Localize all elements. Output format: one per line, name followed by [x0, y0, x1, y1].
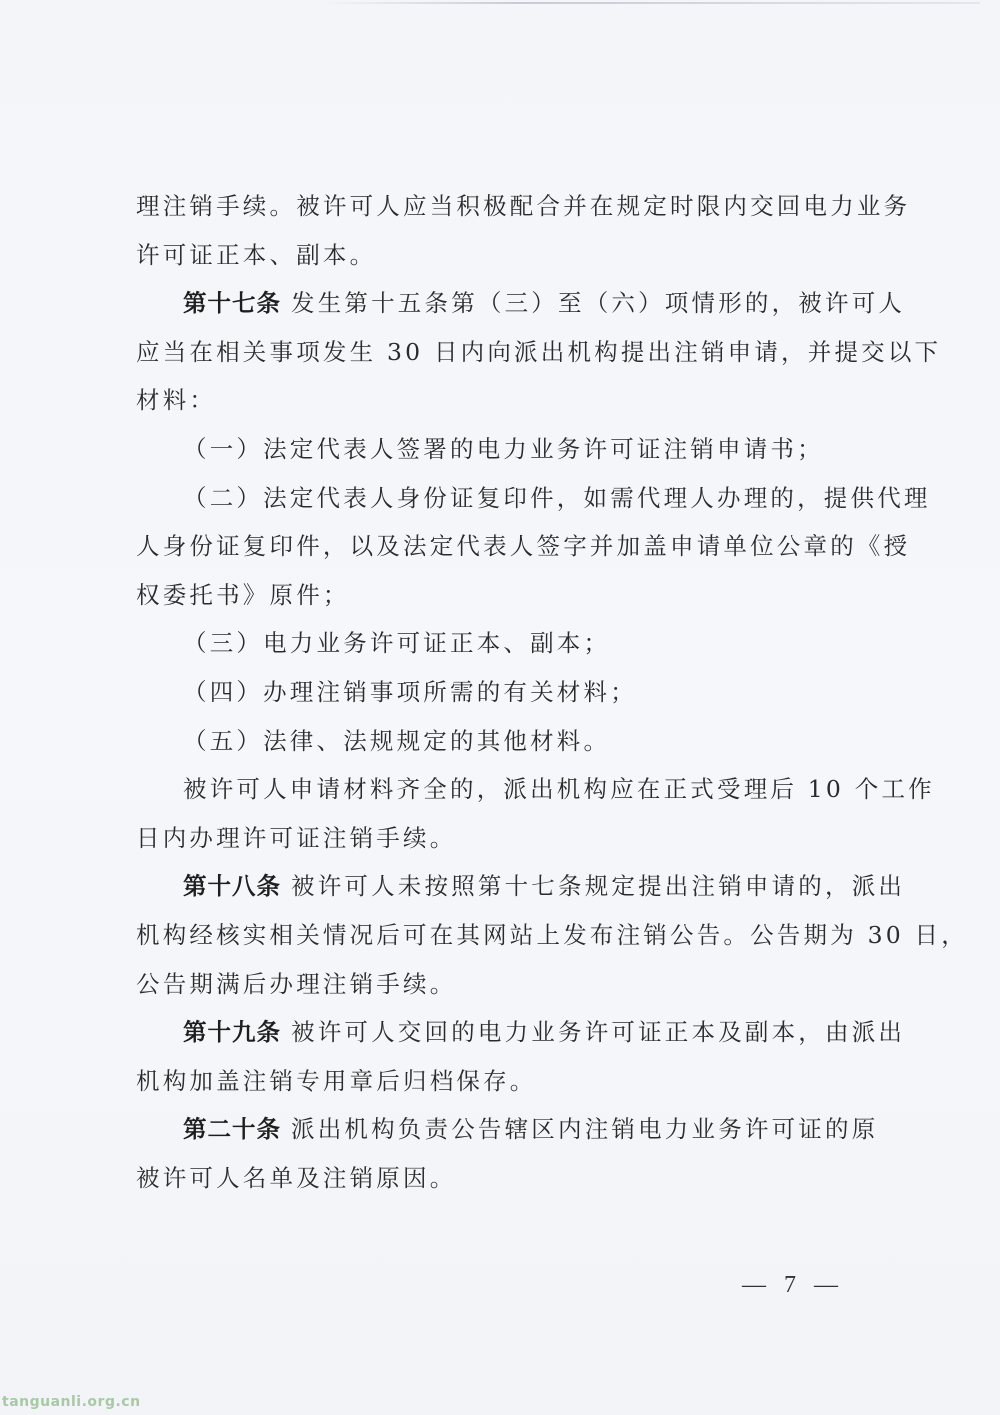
article-number: 第十九条	[183, 1018, 281, 1047]
text-line: 权委托书》原件；	[136, 580, 350, 609]
article-number: 第十七条	[183, 289, 281, 318]
text-line: 人身份证复印件，以及法定代表人签字并加盖申请单位公章的《授	[136, 532, 911, 561]
text-line: 应当在相关事项发生 30 日内向派出机构提出注销申请，并提交以下	[136, 337, 942, 366]
page-number: — 7 —	[742, 1272, 844, 1298]
article-number: 第二十条	[183, 1115, 281, 1144]
text-line: 材料：	[136, 386, 217, 415]
article-19-heading-line: 第十九条 被许可人交回的电力业务许可证正本及副本，由派出	[183, 1018, 906, 1047]
scan-edge-shadow	[320, 2, 980, 4]
document-body	[136, 182, 968, 1202]
list-item: （五）法律、法规规定的其他材料。	[183, 726, 611, 755]
list-item: （三）电力业务许可证正本、副本；	[183, 629, 611, 658]
text-line: 机构加盖注销专用章后归档保存。	[136, 1066, 537, 1095]
list-item: （一）法定代表人签署的电力业务许可证注销申请书；	[183, 434, 824, 463]
list-item: （二）法定代表人身份证复印件，如需代理人办理的，提供代理	[183, 483, 931, 512]
text-line: 机构经核实相关情况后可在其网站上发布注销公告。公告期为 30 日，	[136, 920, 968, 949]
list-item: （四）办理注销事项所需的有关材料；	[183, 677, 637, 706]
article-20-heading-line: 第二十条 派出机构负责公告辖区内注销电力业务许可证的原	[183, 1115, 879, 1144]
article-number: 第十八条	[183, 872, 281, 901]
text-line: 日内办理许可证注销手续。	[136, 823, 457, 852]
article-18-heading-line: 第十八条 被许可人未按照第十七条规定提出注销申请的，派出	[183, 872, 906, 901]
text-line: 理注销手续。被许可人应当积极配合并在规定时限内交回电力业务	[136, 192, 911, 220]
paragraph-line: 被许可人申请材料齐全的，派出机构应在正式受理后 10 个工作	[183, 775, 935, 804]
watermark: tanguanli.org.cn	[2, 1394, 141, 1410]
text-line: 公告期满后办理注销手续。	[136, 969, 457, 998]
text-line: 许可证正本、副本。	[136, 240, 377, 269]
article-17-heading-line: 第十七条 发生第十五条第（三）至（六）项情形的，被许可人	[183, 289, 906, 318]
text-line: 被许可人名单及注销原因。	[136, 1163, 457, 1192]
